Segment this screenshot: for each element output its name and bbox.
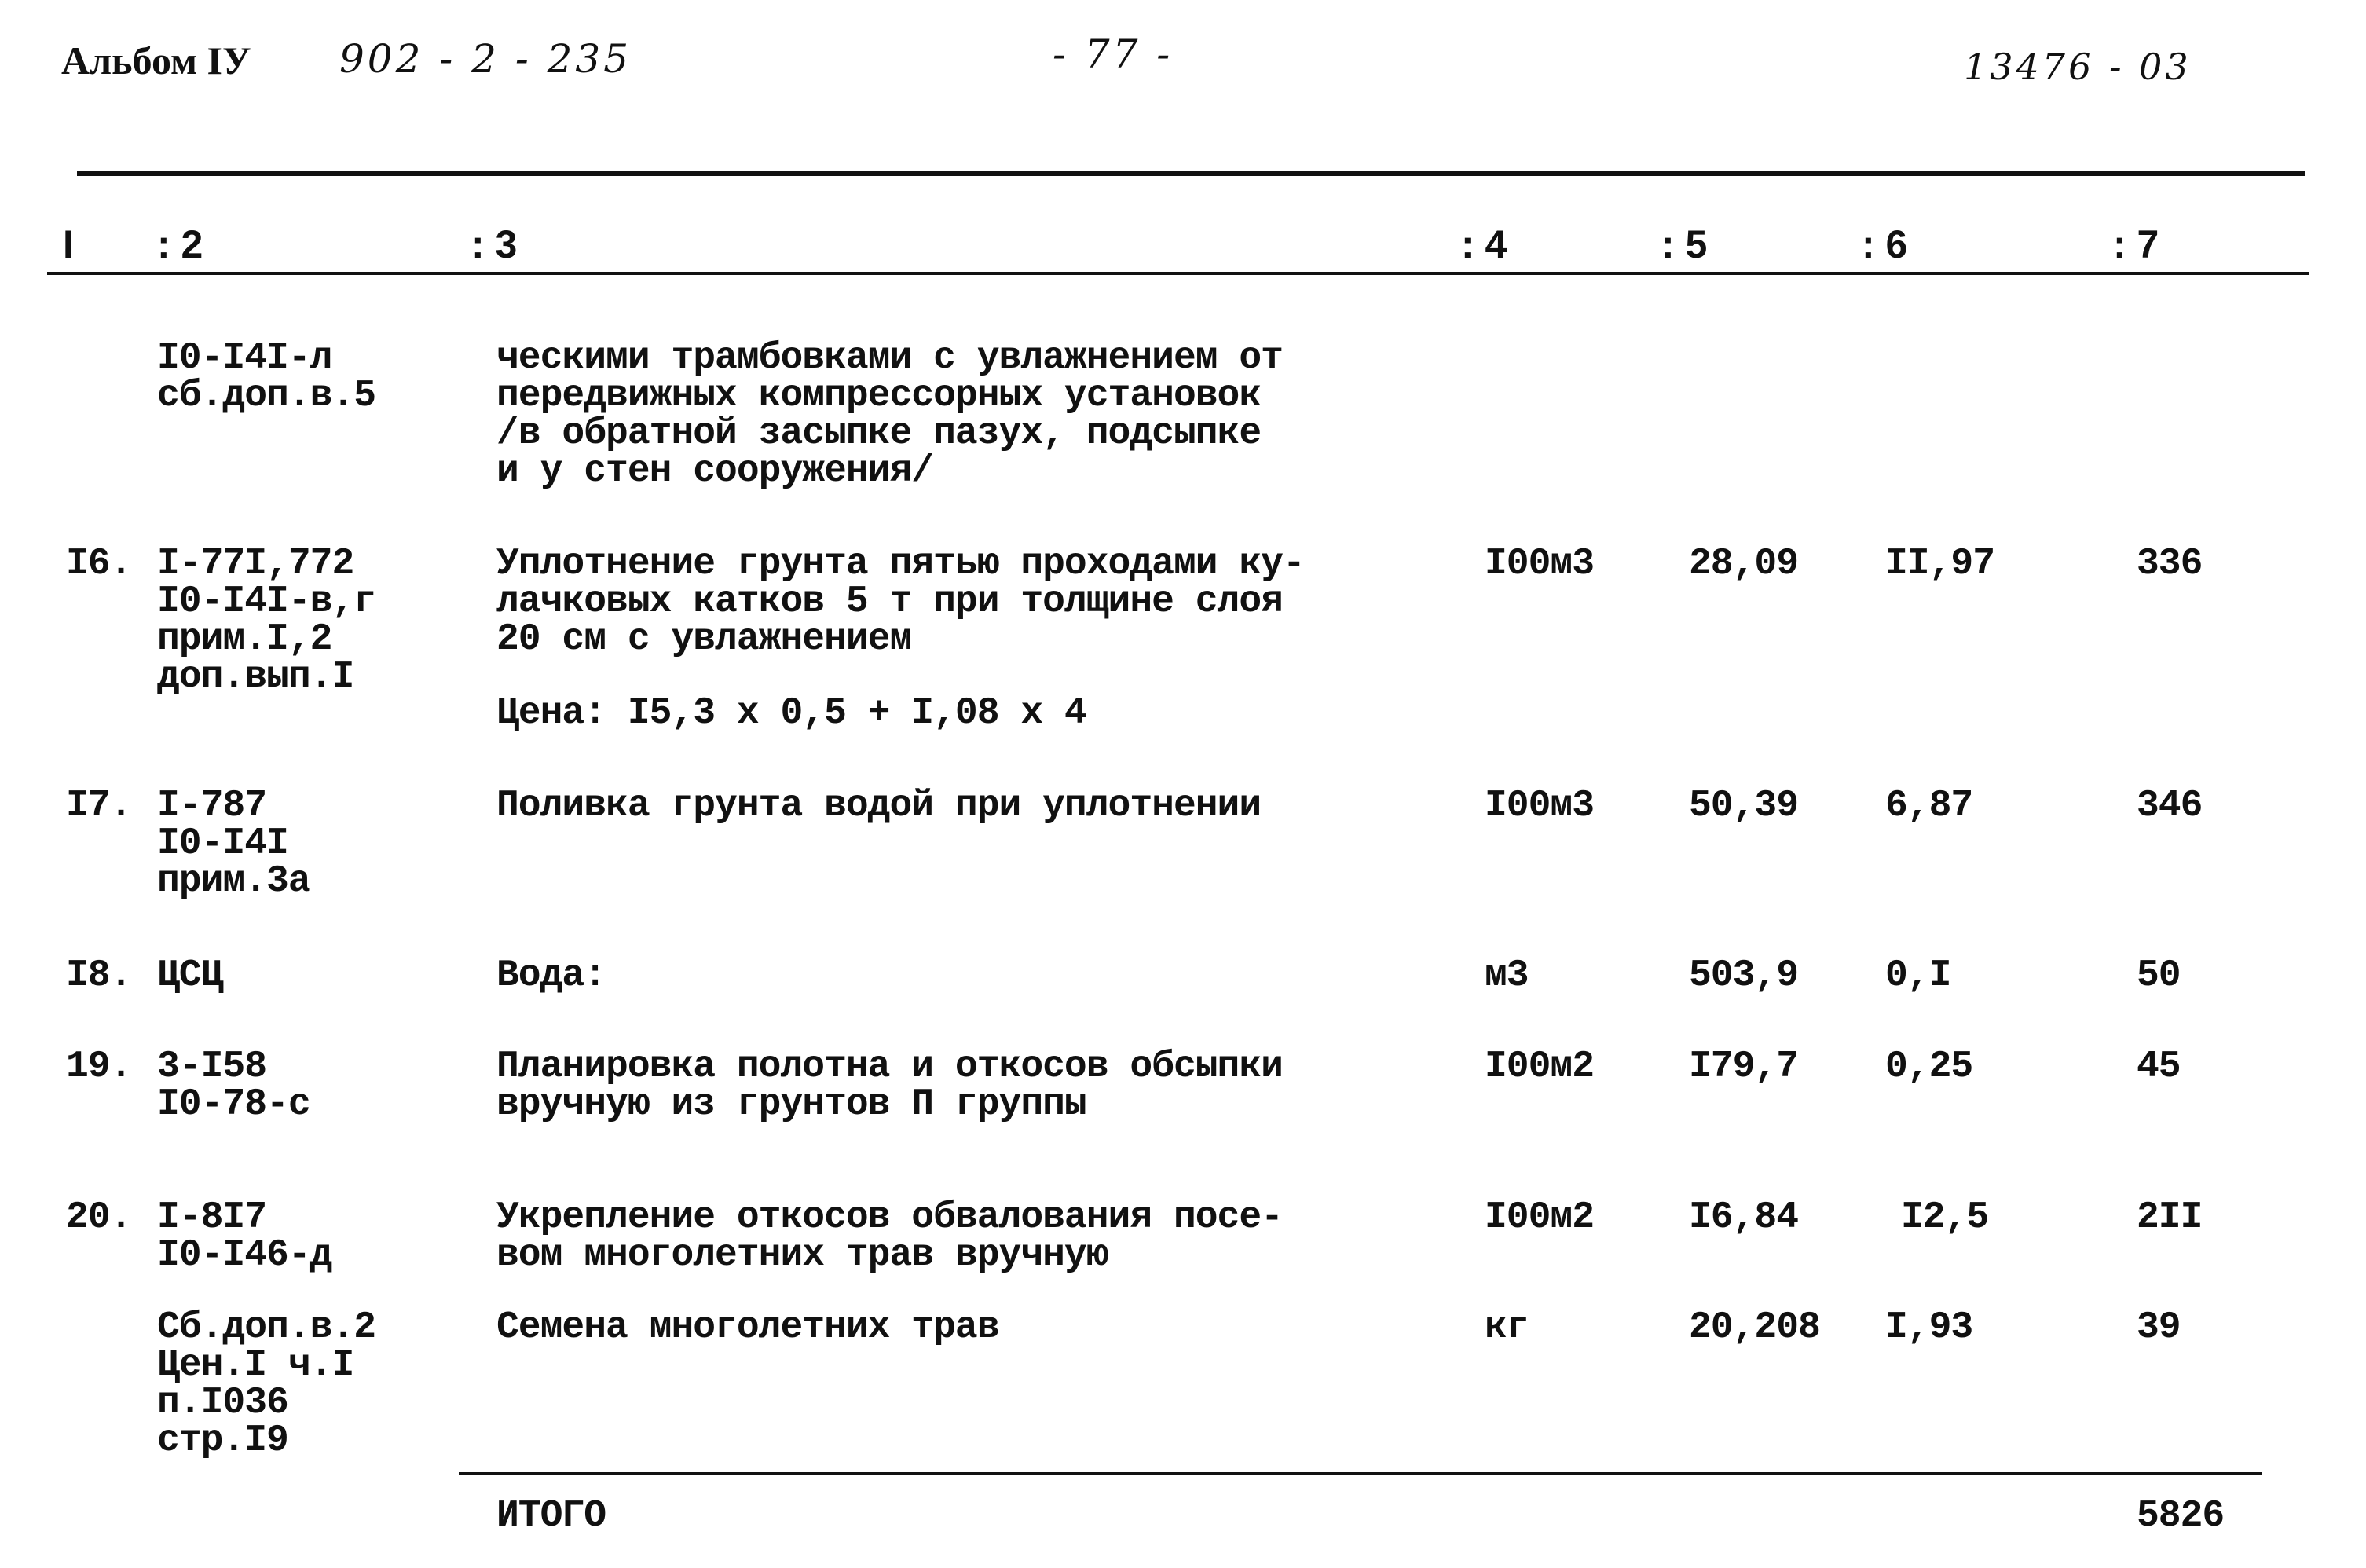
row-total: 336: [2137, 543, 2203, 585]
column-header-5: : 5: [1661, 222, 1708, 266]
column-header-4: : 4: [1461, 222, 1507, 266]
row-total: 50: [2137, 954, 2181, 997]
album-label: Альбом IУ: [61, 38, 251, 82]
row-price: I2,5: [1901, 1196, 1989, 1239]
row-unit: I00м3: [1485, 785, 1595, 827]
project-code: 902 - 2 - 235: [339, 36, 632, 82]
row-description: Уплотнение грунта пятью проходами ку- лачковых катков 5 т при толщине слоя 20 см с увлажнением: [496, 543, 1305, 661]
row-price: II,97: [1885, 543, 1995, 585]
summary-label: ИТОГО: [496, 1495, 606, 1537]
row-unit: I00м3: [1485, 543, 1595, 585]
row-code: I-8I7 I0-I46-д: [157, 1196, 332, 1277]
row-quantity: 20,208: [1689, 1306, 1820, 1349]
row-price-note: Цена: I5,3 x 0,5 + I,08 x 4: [496, 692, 1086, 735]
column-header-7: : 7: [2113, 222, 2159, 266]
row-quantity: 50,39: [1689, 785, 1799, 827]
row-code: I-787 I0-I4I прим.3а: [157, 785, 310, 903]
row-description: Поливка грунта водой при уплотнении: [496, 785, 1262, 827]
row-total: 2II: [2137, 1196, 2203, 1239]
row-description: Вода:: [496, 954, 606, 997]
summary-rule: [459, 1472, 2262, 1475]
row-quantity: I79,7: [1689, 1046, 1799, 1088]
column-header-6: : 6: [1862, 222, 1908, 266]
row-number: I7.: [66, 785, 132, 827]
row-description: ческими трамбовками с увлажнением от передвижных компрессорных установок /в обратной засыпке пазух, подсыпке и у стен сооружения/: [496, 337, 1283, 493]
row-unit: м3: [1485, 954, 1529, 997]
row-number: I6.: [66, 543, 132, 585]
row-description: Укрепление откосов обвалования посе- вом многолетних трав вручную: [496, 1196, 1283, 1277]
row-code: I0-I4I-л сб.доп.в.5: [157, 337, 376, 417]
row-total: 346: [2137, 785, 2203, 827]
row-code: I-77I,772 I0-I4I-в,г прим.I,2 доп.вып.I: [157, 543, 376, 698]
column-header-1: I: [63, 222, 74, 266]
row-description: Семена многолетних трав: [496, 1306, 999, 1349]
row-price: I,93: [1885, 1306, 1973, 1349]
row-price: 0,25: [1885, 1046, 1973, 1088]
row-number: 20.: [66, 1196, 132, 1239]
document-number: 13476 - 03: [1964, 46, 2192, 88]
row-unit: I00м2: [1485, 1196, 1595, 1239]
page-number: - 77 -: [1053, 31, 1174, 77]
row-quantity: 503,9: [1689, 954, 1799, 997]
row-quantity: 28,09: [1689, 543, 1799, 585]
column-header-2: : 2: [157, 222, 203, 266]
top-rule: [77, 171, 2305, 176]
row-total: 39: [2137, 1306, 2181, 1349]
column-header-3: : 3: [471, 222, 518, 266]
summary-total: 5826: [2137, 1495, 2225, 1537]
row-number: 19.: [66, 1046, 132, 1088]
row-unit: кг: [1485, 1306, 1529, 1349]
row-code: 3-I58 I0-78-с: [157, 1046, 310, 1126]
row-total: 45: [2137, 1046, 2181, 1088]
row-number: I8.: [66, 954, 132, 997]
row-code: Сб.доп.в.2 Цен.I ч.I п.I036 стр.I9: [157, 1306, 376, 1462]
row-code: ЦСЦ: [157, 954, 223, 997]
row-price: 6,87: [1885, 785, 1973, 827]
row-unit: I00м2: [1485, 1046, 1595, 1088]
row-description: Планировка полотна и откосов обсыпки вручную из грунтов П группы: [496, 1046, 1283, 1126]
row-quantity: I6,84: [1689, 1196, 1799, 1239]
header-rule: [47, 272, 2309, 275]
row-price: 0,I: [1885, 954, 1951, 997]
